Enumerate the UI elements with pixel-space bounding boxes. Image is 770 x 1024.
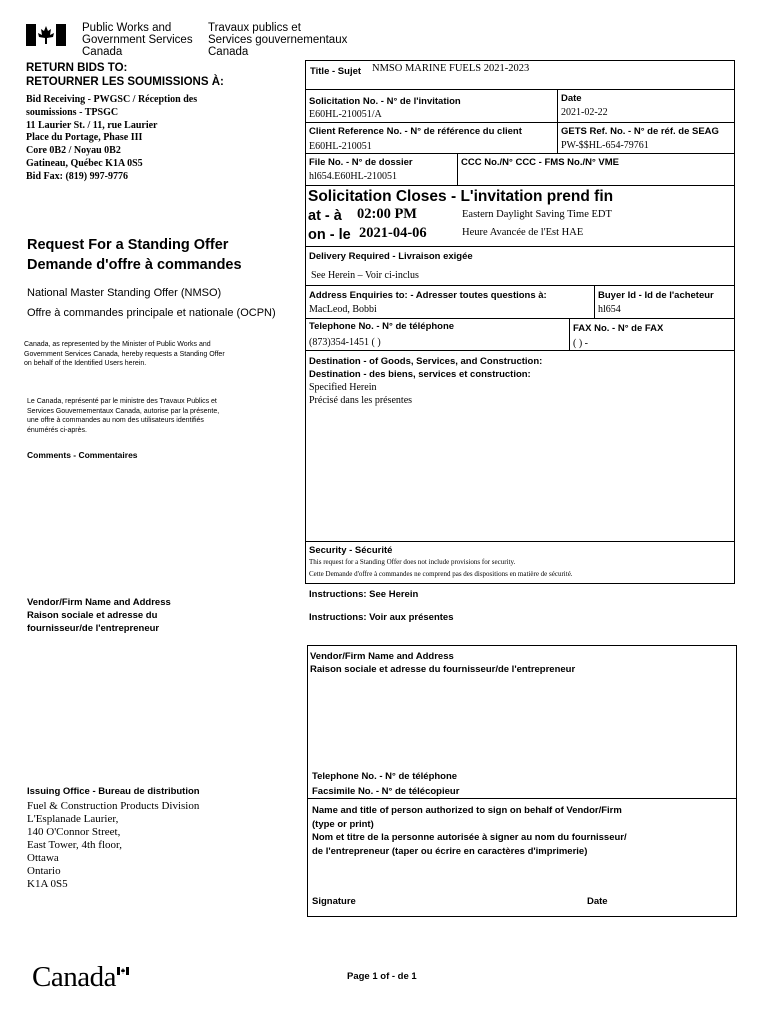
close-date: 2021-04-06: [359, 225, 427, 241]
canada-request-fr: Le Canada, représenté par le ministre des Travaux Publics et Services Gouvernementaux Canada, autorise par la présente, une offre à commandes au nom des utilisateurs identifiés énumérés ci-après.: [27, 398, 220, 434]
signature-date-label: Date: [587, 896, 608, 907]
delivery-value: See Herein – Voir ci-inclus: [311, 270, 419, 281]
close-time: 02:00 PM: [357, 206, 417, 222]
authorized-person-label: Name and title of person authorized to sign on behalf of Vendor/Firm (type or print) Nom et titre de la personne autorisée à signer au nom du fournisseur/ de l'entrepreneur (taper ou écrire en caractères d'imprimerie): [312, 805, 627, 857]
department-name-fr: Travaux publics et Services gouvernementaux Canada: [208, 22, 348, 58]
on-label: on - le: [308, 227, 351, 243]
security-text-fr: Cette Demande d'offre à commandes ne comprend pas des dispositions en matière de sécurité.: [309, 570, 573, 578]
wordmark-flag-icon: [117, 962, 129, 970]
timezone-en: Eastern Daylight Saving Time EDT: [462, 209, 612, 220]
canada-wordmark: Canada: [32, 961, 116, 993]
closes-heading: Solicitation Closes - L'invitation prend fin: [308, 188, 614, 205]
return-bids-heading: RETURN BIDS TO: RETOURNER LES SOUMISSIONS À:: [26, 62, 224, 88]
date-label: Date: [561, 93, 582, 104]
file-no-label: File No. - N° de dossier: [309, 157, 413, 168]
fax-value: ( ) -: [573, 338, 588, 349]
solicitation-no-value: E60HL-210051/A: [309, 109, 382, 120]
title-value: NMSO MARINE FUELS 2021-2023: [372, 63, 530, 74]
ccc-label: CCC No./N° CCC - FMS No./N° VME: [461, 157, 620, 168]
canada-request-en: Canada, as represented by the Minister of Public Works and Government Services Canada, hereby requests a Standing Offer on behalf of the Identified Users herein.: [24, 341, 225, 367]
issuing-office-label: Issuing Office - Bureau de distribution: [27, 786, 200, 797]
telephone-value: (873)354-1451 ( ): [309, 337, 381, 348]
canada-flag-icon: [26, 24, 66, 46]
title-label: Title - Sujet: [310, 66, 362, 77]
security-label: Security - Sécurité: [309, 545, 393, 556]
at-label: at - à: [308, 208, 342, 224]
issuing-office-address: Fuel & Construction Products Division L'Esplanade Laurier, 140 O'Connor Street, East Tower, 4th floor, Ottawa Ontario K1A 0S5: [27, 800, 200, 890]
timezone-fr: Heure Avancée de l'Est HAE: [462, 227, 584, 238]
enquiries-label: Address Enquiries to: - Adresser toutes questions à:: [309, 290, 547, 301]
instructions-fr: Instructions: Voir aux présentes: [309, 612, 454, 623]
nmso-text: National Master Standing Offer (NMSO) Offre à commandes principale et nationale (OCPN): [27, 287, 276, 319]
delivery-label: Delivery Required - Livraison exigée: [309, 251, 473, 262]
comments-label: Comments - Commentaires: [27, 450, 138, 460]
fax-label: FAX No. - N° de FAX: [573, 323, 664, 334]
destination-label-fr: Destination - des biens, services et construction:: [309, 369, 531, 380]
destination-value-en: Specified Herein: [309, 382, 377, 393]
vendor-fax-label: Facsimile No. - N° de télécopieur: [312, 786, 460, 797]
gets-ref-label: GETS Ref. No. - N° de réf. de SEAG: [561, 126, 719, 137]
vendor-label-left: Vendor/Firm Name and Address Raison sociale et adresse du fournisseur/de l'entrepreneur: [27, 597, 171, 634]
return-bids-address: Bid Receiving - PWGSC / Réception des soumissions - TPSGC 11 Laurier St. / 11, rue Laurier Place du Portage, Phase III Core 0B2 / Noyau 0B2 Gatineau, Québec K1A 0S5 Bid Fax: (819) 997-9776: [26, 94, 198, 182]
vendor-label-en: Vendor/Firm Name and Address: [310, 651, 454, 662]
signature-label: Signature: [312, 896, 356, 907]
enquiries-value: MacLeod, Bobbi: [309, 304, 377, 315]
telephone-label: Telephone No. - N° de téléphone: [309, 321, 455, 332]
department-name-en: Public Works and Government Services Canada: [82, 22, 193, 58]
file-no-value: hl654.E60HL-210051: [309, 171, 398, 182]
date-value: 2021-02-22: [561, 107, 608, 118]
destination-value-fr: Précisé dans les présentes: [309, 395, 413, 406]
buyer-id-value: hl654: [598, 304, 621, 315]
vendor-label-fr: Raison sociale et adresse du fournisseur/de l'entrepreneur: [310, 664, 576, 675]
buyer-id-label: Buyer Id - Id de l'acheteur: [598, 290, 714, 301]
gets-ref-value: PW-$$HL-654-79761: [561, 140, 649, 151]
solicitation-no-label: Solicitation No. - N° de l'invitation: [309, 96, 461, 107]
destination-label-en: Destination - of Goods, Services, and Construction:: [309, 356, 543, 367]
rfso-title: Request For a Standing Offer Demande d'offre à commandes: [27, 237, 242, 273]
client-ref-label: Client Reference No. - N° de référence du client: [309, 126, 522, 137]
instructions-en: Instructions: See Herein: [309, 589, 419, 600]
vendor-telephone-label: Telephone No. - N° de téléphone: [312, 771, 458, 782]
security-text-en: This request for a Standing Offer does not include provisions for security.: [309, 558, 516, 566]
page-number: Page 1 of - de 1: [347, 971, 417, 982]
client-ref-value: E60HL-210051: [309, 141, 372, 152]
